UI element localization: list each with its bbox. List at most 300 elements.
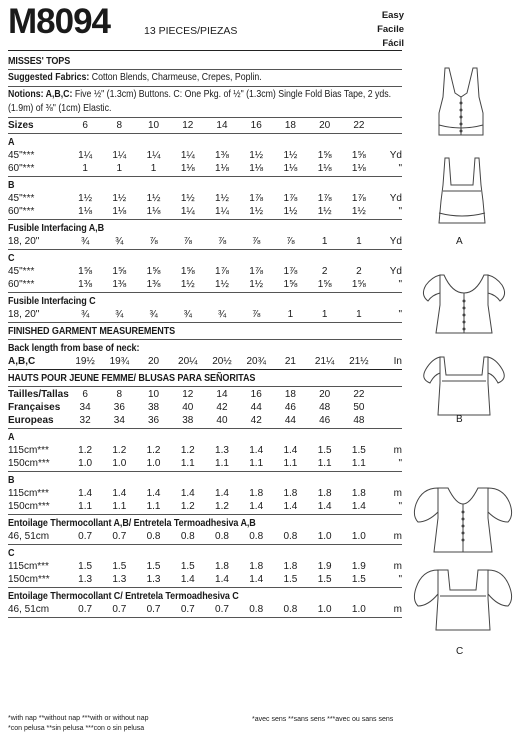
pattern-number: M8094 (8, 2, 111, 41)
size-value: 1⅜ (112, 279, 127, 290)
size-value: 1 (287, 309, 294, 320)
view-a-front (439, 68, 483, 135)
size-value: 1⅞ (283, 266, 298, 277)
size-value: 1⅜ (78, 279, 93, 290)
measurement-table (8, 487, 402, 513)
view-b-front (423, 275, 504, 333)
size-value: 1.8 (249, 488, 264, 499)
size-value: 1.0 (317, 531, 332, 542)
size-value: ⅞ (286, 236, 295, 247)
size-value: 1¼ (180, 150, 195, 161)
table-row (8, 235, 402, 248)
size-value: 1½ (351, 206, 366, 217)
size-value: 1.8 (249, 561, 264, 572)
size-value: 1.5 (283, 574, 298, 585)
row-unit (376, 388, 402, 401)
size-value: 1.3 (78, 574, 93, 585)
size-value: 1.5 (351, 574, 366, 585)
table-row (8, 457, 402, 470)
size-value: ¾ (115, 236, 124, 247)
metric-heading: HAUTS POUR JEUNE FEMME/ BLUSAS PARA SEÑORITAS (8, 372, 256, 384)
divider (8, 617, 402, 618)
size-value: 0.7 (146, 604, 161, 615)
size-value: 1.4 (249, 574, 264, 585)
pattern-title: MISSES' TOPS (8, 55, 71, 67)
row-label: 115cm*** (8, 488, 49, 499)
row-label: 150cm*** (8, 458, 50, 469)
size-value: 6 (82, 389, 88, 400)
size-value: 0.8 (215, 531, 229, 542)
size-value: 1.0 (146, 458, 161, 469)
size-value: 1⅛ (112, 206, 127, 217)
size-value: 42 (216, 402, 228, 413)
row-unit: " (398, 458, 402, 469)
row-unit: " (398, 163, 402, 174)
row-label: 45"*** (8, 266, 35, 277)
size-value: 38 (147, 402, 160, 413)
size-value: 1⅛ (249, 163, 264, 174)
size-value: 1¼ (215, 206, 229, 217)
size-value: 1 (356, 236, 362, 247)
size-value: 1½ (283, 150, 298, 161)
view-c-label: C (456, 646, 464, 657)
size-value: 12 (182, 120, 194, 131)
table-row (8, 573, 402, 586)
table-row (8, 401, 402, 414)
size-value: 48 (353, 415, 365, 426)
size-value: 1.1 (146, 501, 161, 512)
divider (8, 86, 402, 87)
size-value: 1.1 (351, 458, 366, 469)
size-value: 1⅝ (351, 150, 366, 161)
size-value: 0.7 (180, 604, 195, 615)
size-value: 36 (113, 402, 125, 413)
size-value: 1 (116, 163, 123, 174)
size-value: 0.7 (78, 531, 93, 542)
row-label: Europeas (8, 415, 54, 426)
divider (8, 587, 402, 588)
size-value: 1⅝ (283, 279, 298, 290)
table-row (8, 205, 402, 218)
size-value: 0.8 (249, 531, 264, 542)
section-heading: Entoilage Thermocollant C/ Entretela Termoadhesiva C (8, 590, 239, 602)
size-value: 1.1 (215, 458, 229, 469)
size-value: 1⅛ (180, 163, 195, 174)
section-heading: Fusible Interfacing C (8, 295, 96, 307)
size-value: 50 (353, 402, 365, 413)
size-value: 38 (182, 415, 194, 426)
table-row (8, 308, 402, 321)
size-value: 1¼ (78, 150, 93, 161)
size-value: ¾ (80, 236, 90, 247)
size-value: 1½ (146, 193, 161, 204)
size-value: 21½ (349, 356, 369, 367)
size-value: 1.4 (215, 488, 229, 499)
size-value: 20 (147, 356, 160, 367)
size-value: 8 (116, 120, 123, 131)
divider (8, 369, 402, 370)
view-b-back (424, 357, 505, 415)
divider (8, 219, 402, 220)
table-row (8, 444, 402, 457)
size-value: 0.7 (112, 604, 127, 615)
row-unit (376, 414, 402, 427)
size-value: 1.1 (317, 458, 332, 469)
size-value: 1.5 (146, 561, 161, 572)
size-value: 1.4 (112, 488, 127, 499)
size-value: 14 (216, 120, 228, 131)
row-label: 18, 20" (8, 236, 40, 247)
size-value: 1.3 (146, 574, 161, 585)
size-value: 1¼ (180, 206, 195, 217)
size-value: 1.1 (249, 458, 264, 469)
size-value: 1⅝ (180, 266, 195, 277)
size-value: ¾ (115, 309, 124, 320)
suggested-fabrics (8, 71, 399, 85)
size-value: 1.5 (112, 561, 127, 572)
size-value: 1.0 (351, 531, 366, 542)
size-value: 19½ (75, 356, 95, 367)
row-label: 45"*** (8, 193, 35, 204)
footnote-french: *avec sens **sans sens ***avec ou sans sens (252, 716, 394, 723)
size-value: 42 (250, 415, 262, 426)
size-value: 1¼ (146, 150, 161, 161)
size-value: 1⅞ (249, 266, 264, 277)
size-value: 22 (353, 120, 365, 131)
size-value: 36 (147, 415, 160, 426)
view-b-illustration (412, 265, 517, 430)
table-row (8, 162, 402, 175)
size-value: 1.1 (283, 458, 298, 469)
section-heading: A (8, 431, 15, 443)
size-value: 1.5 (180, 561, 195, 572)
row-unit: " (398, 309, 402, 320)
table-row (8, 560, 402, 573)
row-label: 60"*** (8, 163, 35, 174)
row-unit: " (398, 501, 402, 512)
size-value: 1½ (180, 193, 195, 204)
size-value: 40 (216, 415, 228, 426)
size-value: 1.3 (215, 445, 229, 456)
row-label: 18, 20" (8, 309, 40, 320)
size-value: 1.0 (112, 458, 127, 469)
size-value: 1⅛ (283, 163, 298, 174)
row-label: 115cm*** (8, 445, 49, 456)
size-value: 1½ (215, 193, 229, 204)
table-row (8, 265, 402, 278)
notions-text: Five ½" (1.3cm) Buttons. C: One Pkg. of ½" (1.3cm) Single Fold Bias Tape, 2 yds. (1.9m) of ⅜" (1cm) Elastic. (8, 89, 392, 114)
footnote-en: *with nap **without nap ***with or without nap (8, 715, 149, 722)
table-row (8, 149, 402, 162)
size-value: 16 (250, 120, 262, 131)
size-value: ¾ (80, 309, 90, 320)
size-value: 1.5 (78, 561, 93, 572)
size-value: ¾ (217, 309, 227, 320)
row-unit: m (393, 488, 402, 499)
section-heading: C (8, 547, 15, 559)
row-unit (376, 401, 402, 414)
size-value: 1.8 (351, 488, 366, 499)
divider (8, 386, 402, 387)
footnote-es: *con pelusa **sin pelusa ***con o sin pelusa (8, 725, 145, 732)
section-heading: C (8, 252, 15, 264)
size-value: 21 (284, 356, 296, 367)
size-value: 1.2 (180, 445, 195, 456)
difficulty-fr: Facile (377, 24, 404, 35)
size-value: ⅞ (149, 236, 158, 247)
row-label: Sizes (8, 120, 34, 131)
size-value: 48 (319, 402, 331, 413)
table-row (8, 388, 402, 401)
row-label: 60"*** (8, 279, 35, 290)
size-value: 1⅛ (78, 206, 93, 217)
size-value: 20 (319, 389, 331, 400)
size-value: ⅞ (183, 236, 192, 247)
size-value: 1⅜ (215, 150, 229, 161)
measurement-table (8, 149, 402, 175)
measurement-table (8, 388, 402, 427)
size-value: 18 (284, 389, 296, 400)
measurement-table (8, 444, 402, 470)
size-value: 44 (284, 415, 296, 426)
divider (8, 428, 402, 429)
size-value: 34 (113, 415, 125, 426)
size-value: 1.0 (317, 604, 332, 615)
finished-measurements-heading: FINISHED GARMENT MEASUREMENTS (8, 325, 176, 337)
size-value: 10 (147, 389, 160, 400)
size-value: 1.1 (180, 458, 195, 469)
size-value: 8 (116, 389, 123, 400)
row-unit: m (393, 604, 402, 615)
size-value: 1.2 (112, 445, 127, 456)
divider (8, 322, 402, 323)
size-value: 32 (79, 415, 91, 426)
size-value: 20¾ (246, 356, 266, 367)
size-value: 1⅞ (317, 193, 332, 204)
fabrics-label: Suggested Fabrics: (8, 72, 90, 83)
table-row (8, 487, 402, 500)
section-heading: Entoilage Thermocollant A,B/ Entretela Termoadhesiva A,B (8, 517, 256, 529)
divider (8, 339, 402, 340)
size-value: 1⅝ (351, 279, 366, 290)
size-value: 0.7 (78, 604, 93, 615)
size-value: 1¼ (112, 150, 127, 161)
size-value: 44 (250, 402, 262, 413)
divider (8, 292, 402, 293)
divider (8, 133, 402, 134)
size-value: 6 (82, 120, 88, 131)
size-value: 1.0 (351, 604, 366, 615)
row-unit: Yd (389, 150, 402, 161)
table-row (8, 192, 402, 205)
table-row (8, 414, 402, 427)
size-value: 1⅞ (249, 193, 264, 204)
section-heading: B (8, 179, 15, 191)
size-value: 1⅞ (215, 266, 229, 277)
section-heading: A (8, 136, 15, 148)
measurement-table (8, 308, 402, 321)
view-a-back (439, 158, 485, 223)
row-label: 46, 51cm (8, 604, 50, 615)
yardage-chart (8, 54, 402, 619)
size-value: 1.4 (283, 501, 298, 512)
view-c-back (414, 570, 511, 630)
measurement-table (8, 603, 402, 616)
notions (8, 88, 399, 116)
measurement-table (8, 235, 402, 248)
size-value: 0.8 (146, 531, 161, 542)
row-label: 60"*** (8, 206, 35, 217)
divider (8, 514, 402, 515)
size-value: 1⅜ (146, 279, 161, 290)
measurement-table (8, 119, 402, 132)
view-a-illustration (425, 63, 520, 253)
row-label: A,B,C (8, 356, 36, 367)
size-value: 1.2 (180, 501, 195, 512)
row-unit: m (393, 531, 402, 542)
table-row (8, 500, 402, 513)
row-unit: m (393, 561, 402, 572)
size-value: 1.4 (146, 488, 161, 499)
size-value: 1⅛ (317, 163, 332, 174)
size-value: 0.8 (283, 604, 298, 615)
size-value: 1.2 (215, 501, 229, 512)
size-value: 20 (319, 120, 331, 131)
divider (8, 544, 402, 545)
row-label: 46, 51cm (8, 531, 50, 542)
row-unit: m (393, 445, 402, 456)
measurement-table (8, 530, 402, 543)
size-value: 1.8 (283, 561, 298, 572)
table-row (8, 119, 402, 132)
row-label: 150cm*** (8, 574, 50, 585)
row-label: 115cm*** (8, 561, 49, 572)
difficulty-en: Easy (381, 10, 404, 21)
size-value: 1 (321, 236, 328, 247)
size-value: 0.8 (283, 531, 298, 542)
size-value: 1 (150, 163, 157, 174)
size-value: 1.5 (351, 445, 366, 456)
size-value: 20¼ (178, 356, 198, 367)
size-value: 1 (356, 309, 362, 320)
size-value: 1.4 (180, 574, 195, 585)
table-row (8, 355, 402, 368)
size-value: 46 (284, 402, 296, 413)
size-value: 1⅞ (283, 193, 298, 204)
back-length-heading: Back length from base of neck: (8, 342, 140, 354)
size-value: ¾ (149, 309, 158, 320)
size-value: 21¼ (314, 356, 335, 367)
row-label: Tailles/Tallas (8, 389, 69, 400)
fabrics-text: Cotton Blends, Charmeuse, Crepes, Poplin. (89, 72, 262, 83)
size-value: 1.4 (180, 488, 195, 499)
size-value: 46 (319, 415, 331, 426)
footnote-english-spanish (8, 714, 148, 734)
size-value: 1.4 (283, 445, 298, 456)
size-value: ⅞ (252, 236, 261, 247)
size-value: 1.3 (112, 574, 127, 585)
size-value: 10 (147, 120, 160, 131)
size-value: 20½ (212, 356, 232, 367)
size-value: 1⅝ (112, 266, 127, 277)
size-value: 1.8 (317, 488, 332, 499)
size-value: 1⅝ (78, 266, 93, 277)
section-heading: Fusible Interfacing A,B (8, 222, 105, 234)
size-value: 0.8 (180, 531, 195, 542)
size-value: 1⅝ (317, 150, 332, 161)
size-value: ⅞ (217, 236, 227, 247)
size-value: 40 (182, 402, 194, 413)
size-value: 1.1 (78, 501, 93, 512)
row-label: 45"*** (8, 150, 35, 161)
divider (8, 117, 402, 118)
size-value: 1.0 (78, 458, 93, 469)
size-value: 1⅝ (317, 279, 332, 290)
size-value: 0.8 (249, 604, 264, 615)
size-value: 12 (182, 389, 194, 400)
size-value: 18 (284, 120, 296, 131)
size-value: 0.7 (112, 531, 127, 542)
size-value: 1½ (249, 279, 264, 290)
size-value: 1½ (215, 279, 229, 290)
row-unit (376, 119, 402, 132)
size-value: 1⅞ (351, 193, 366, 204)
size-value: ¾ (183, 309, 192, 320)
size-value: 1 (321, 309, 328, 320)
size-value: 16 (250, 389, 262, 400)
measurement-table (8, 265, 402, 291)
size-value: 1.2 (146, 445, 161, 456)
table-row (8, 530, 402, 543)
size-value: 1½ (112, 193, 127, 204)
size-value: 0.7 (215, 604, 229, 615)
table-row (8, 278, 402, 291)
divider (8, 69, 402, 70)
size-value: 1.5 (317, 445, 332, 456)
size-value: 22 (353, 389, 365, 400)
size-value: 1⅛ (351, 163, 366, 174)
size-value: 1⅛ (215, 163, 229, 174)
measurement-table (8, 192, 402, 218)
size-value: 1.9 (317, 561, 332, 572)
size-value: 1⅝ (146, 266, 161, 277)
size-value: 19¾ (109, 356, 130, 367)
section-heading: B (8, 474, 15, 486)
size-value: ⅞ (252, 309, 261, 320)
row-unit: " (398, 279, 402, 290)
size-value: 1.5 (317, 574, 332, 585)
size-value: 1½ (249, 206, 264, 217)
view-a-label: A (456, 236, 463, 247)
header-rule (8, 50, 402, 51)
row-unit: In (393, 356, 402, 367)
measurement-table (8, 560, 402, 586)
size-value: 1.4 (317, 501, 332, 512)
size-value: 14 (216, 389, 228, 400)
divider (8, 176, 402, 177)
size-value: 1.1 (112, 501, 127, 512)
row-label: Françaises (8, 402, 61, 413)
size-value: 1.4 (215, 574, 229, 585)
difficulty-es: Fácil (382, 38, 404, 49)
table-row (8, 603, 402, 616)
yardage-body (8, 119, 402, 618)
size-value: 1.8 (215, 561, 229, 572)
row-unit: " (398, 206, 402, 217)
divider (8, 249, 402, 250)
size-value: 1.9 (351, 561, 366, 572)
measurement-table (8, 355, 402, 368)
